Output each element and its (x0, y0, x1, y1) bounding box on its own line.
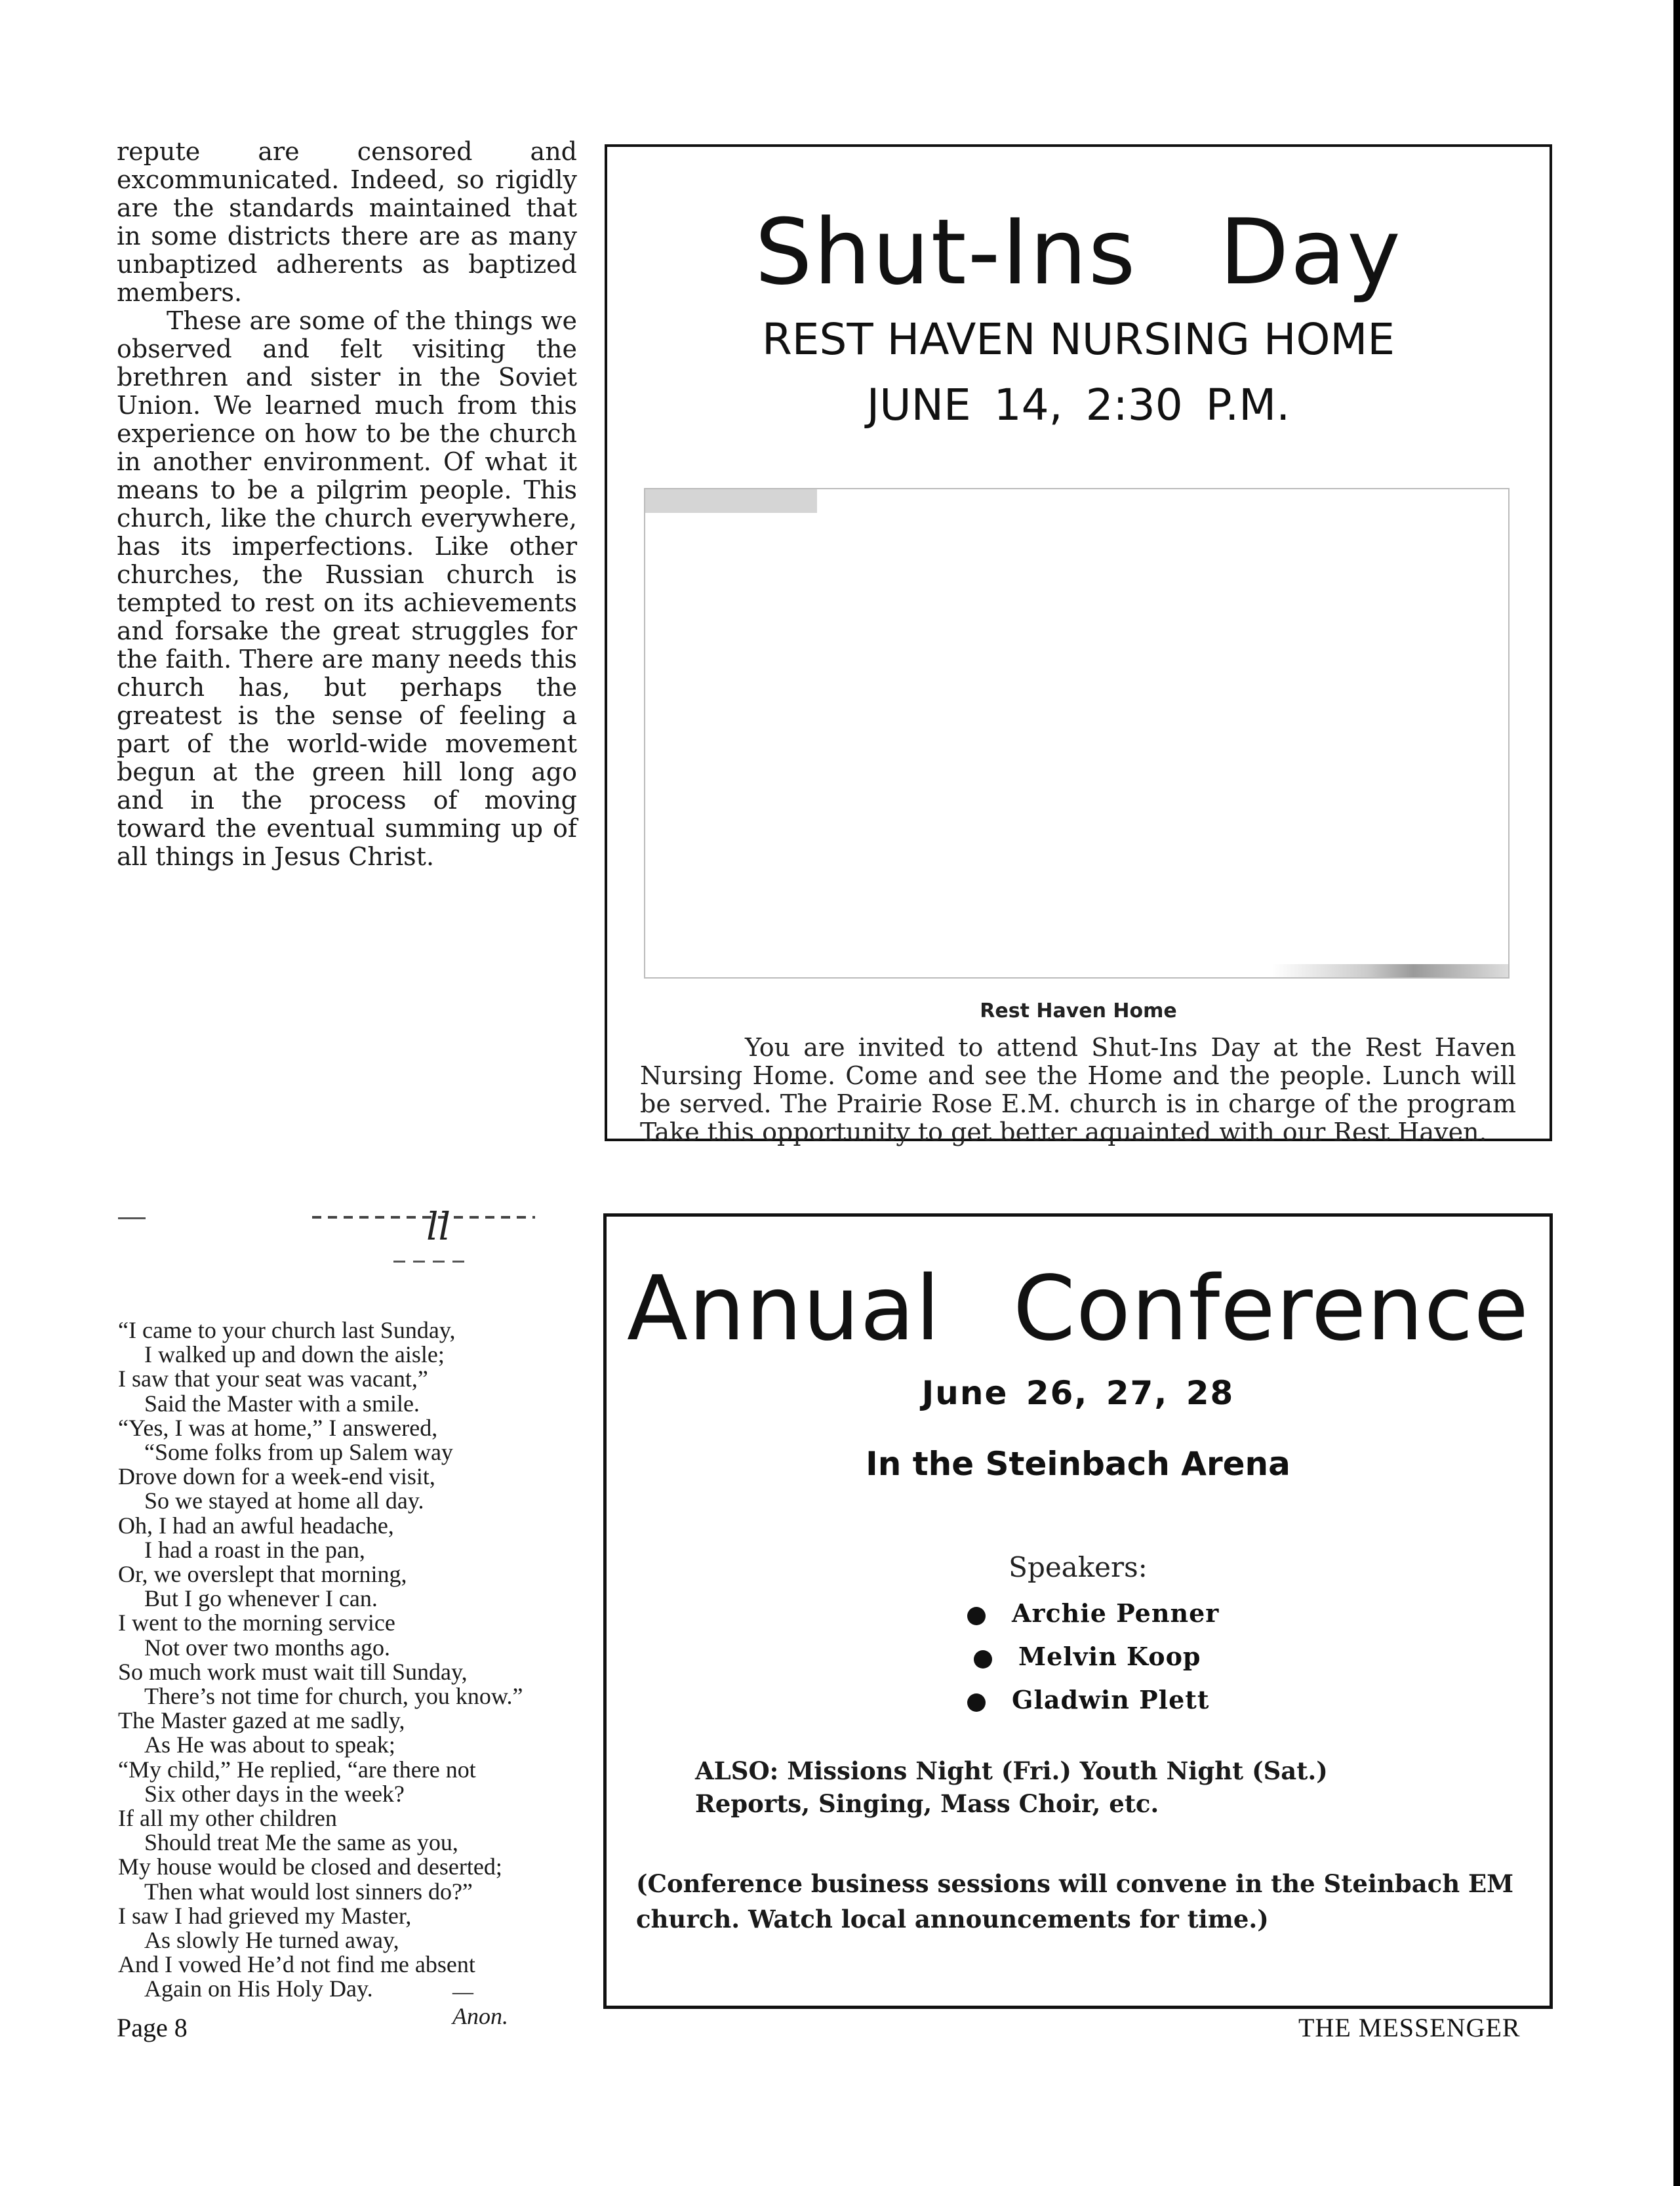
poem-line: “Yes, I was at home,” I answered, (118, 1414, 438, 1441)
poem-line: Said the Master with a smile. (144, 1390, 420, 1417)
speaker-item (974, 1642, 1201, 1671)
speaker-name: Archie Penner (1012, 1598, 1220, 1628)
photo-faded-strip (645, 489, 817, 513)
poem-line: I had a roast in the pan, (144, 1536, 365, 1563)
bullet-icon (967, 1693, 986, 1712)
article-paragraph-1: repute are censored and excommunicated. Indeed, so rigidly are the standards maintained that in some districts there are as many unbaptized adherents as baptized members. (117, 137, 577, 307)
poem-line: Not over two months ago. (144, 1634, 390, 1661)
poem-line: As slowly He turned away, (144, 1927, 399, 1954)
faded-mark (312, 1216, 535, 1219)
speaker-name: Melvin Koop (1018, 1642, 1201, 1671)
extras-line-1: ALSO: Missions Night (Fri.) Youth Night (Sat.) (695, 1756, 1328, 1785)
speakers-label: Speakers: (1009, 1551, 1148, 1583)
poem-line: Again on His Holy Day. (144, 1975, 373, 2002)
photo-caption: Rest Haven Home (980, 1000, 1177, 1022)
poem-line: Should treat Me the same as you, (144, 1829, 458, 1856)
poem-line: I saw that your seat was vacant,” (118, 1366, 428, 1392)
faded-mark: ꞁꞁ (426, 1195, 451, 1240)
article-continuation (117, 138, 577, 871)
poem-line: I saw I had grieved my Master, (118, 1902, 412, 1929)
shut-ins-invitation (640, 1034, 1516, 1146)
poem-line: So much work must wait till Sunday, (118, 1658, 468, 1685)
poem-line: Drove down for a week-end visit, (118, 1463, 435, 1490)
speaker-name: Gladwin Plett (1012, 1685, 1210, 1714)
shut-ins-date: JUNE 14, 2:30 P.M. (866, 380, 1290, 430)
poem-line: I walked up and down the aisle; (144, 1341, 445, 1368)
extras-line-2: Reports, Singing, Mass Choir, etc. (695, 1789, 1159, 1818)
shut-ins-title: Shut-Ins Day (755, 199, 1402, 305)
poem-line: So we stayed at home all day. (144, 1488, 424, 1514)
business-sessions-note: (Conference business sessions will convene in the Steinbach EM church. Watch local announcements for time.) (636, 1869, 1514, 1933)
poem-line: If all my other children (118, 1805, 337, 1832)
poem-line: There’s not time for church, you know.” (144, 1683, 523, 1710)
speaker-item (967, 1598, 1219, 1628)
poem-line: “My child,” He replied, “are there not (118, 1756, 476, 1783)
bullet-icon (967, 1607, 986, 1625)
poem-line: The Master gazed at me sadly, (118, 1707, 405, 1734)
poem-line: I went to the morning service (118, 1609, 395, 1636)
poem-line: And I vowed He’d not find me absent (118, 1951, 475, 1978)
photo-faded-strip (1272, 964, 1508, 977)
rest-haven-photo (644, 488, 1510, 979)
poem-signature: —Anon. (452, 1978, 508, 2029)
scan-edge (1673, 0, 1680, 2186)
poem-line: “I came to your church last Sunday, (118, 1317, 456, 1343)
faded-mark (118, 1217, 146, 1219)
article-paragraph-2: These are some of the things we observed and felt visiting the brethren and sister in the Soviet Union. We learned much from this experience on how to be the church in another environment. Of what it means to be a pilgrim people. This church, like the church everywhere, has its imperfections. Like other churches, the Russian church is tempted to rest on its achievements and forsake the great struggles for the faith. There are many needs this church has, but perhaps the greatest is the sense of feeling a part of the world-wide movement begun at the green hill long ago and in the process of moving toward the eventual summing up of all things in Jesus Christ. (117, 306, 577, 871)
page-number: Page 8 (117, 2013, 188, 2042)
publication-name: THE MESSENGER (1298, 2013, 1521, 2042)
conference-title: Annual Conference (626, 1257, 1530, 1361)
bullet-icon (974, 1650, 992, 1669)
shut-ins-subtitle: REST HAVEN NURSING HOME (761, 314, 1395, 365)
poem-line: Then what would lost sinners do?” (144, 1878, 473, 1905)
conference-extras (695, 1754, 1482, 1820)
poem-line: My house would be closed and deserted; (118, 1853, 502, 1880)
shut-ins-day-notice (605, 144, 1552, 1146)
poem-title-faded (118, 1195, 551, 1274)
poem-line: As He was about to speak; (144, 1731, 395, 1758)
speaker-item (967, 1685, 1209, 1714)
annual-conference-notice (603, 1213, 1553, 2009)
conference-dates: June 26, 27, 28 (921, 1374, 1235, 1412)
poem-line: “Some folks from up Salem way (144, 1439, 453, 1466)
invitation-text: You are invited to attend Shut-Ins Day at the Rest Haven Nursing Home. Come and see the Home and the people. Lunch will be served. The Prairie Rose E.M. church is in charge of the program Take this opportunity to get better aquainted with our Rest Haven. (640, 1033, 1516, 1146)
poem-line: Six other days in the week? (144, 1780, 405, 1807)
poem-line: Or, we overslept that morning, (118, 1561, 407, 1588)
faded-mark (393, 1261, 472, 1263)
poem-line: But I go whenever I can. (144, 1585, 378, 1612)
conference-venue: In the Steinbach Arena (866, 1445, 1290, 1483)
poem-line: Oh, I had an awful headache, (118, 1512, 394, 1539)
